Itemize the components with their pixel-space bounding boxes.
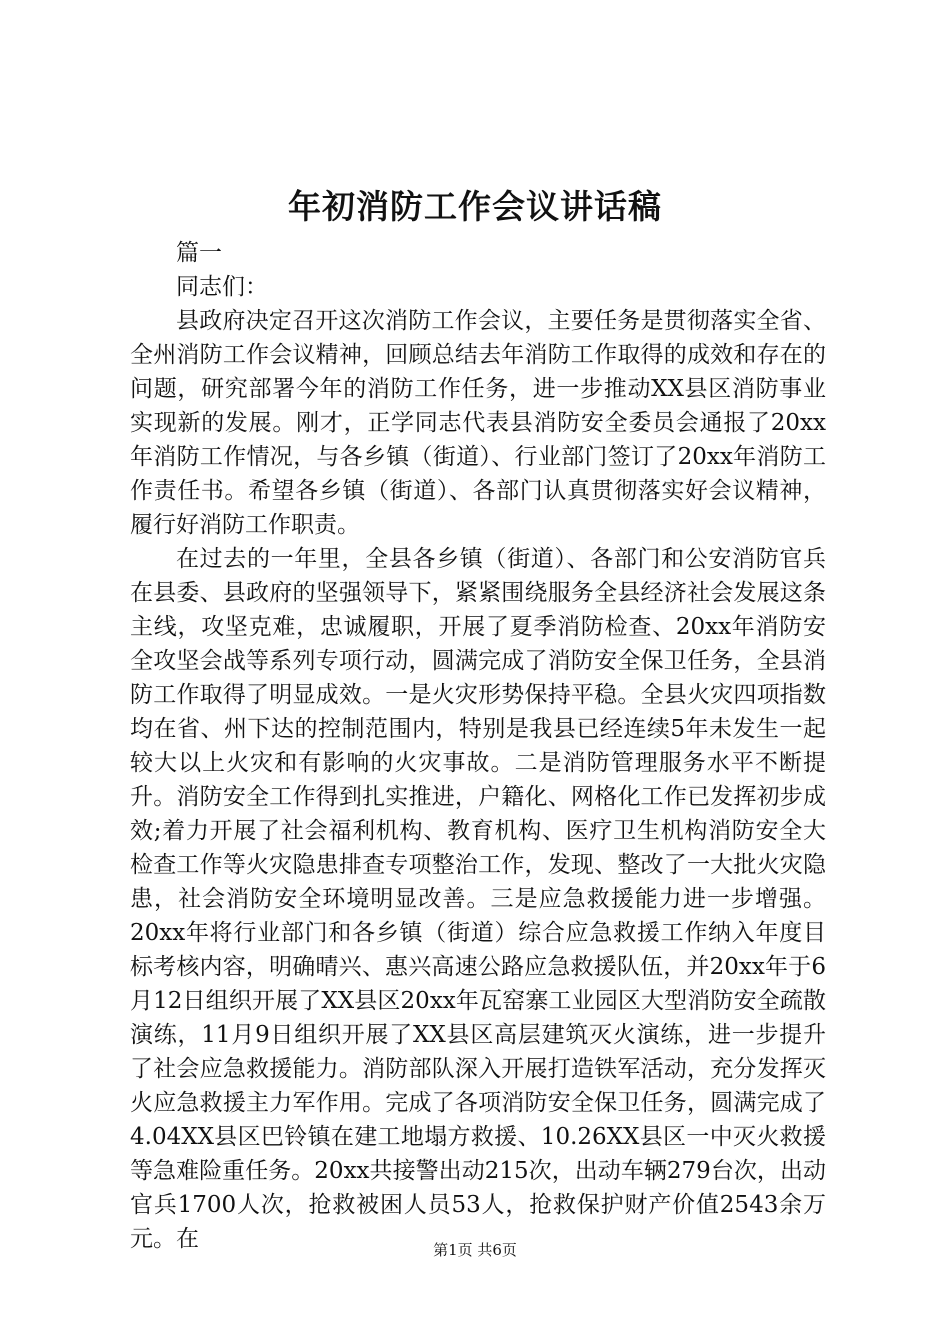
document-body [130,236,826,1256]
paragraph-1: 县政府决定召开这次消防工作会议，主要任务是贯彻落实全省、全州消防工作会议精神，回顾总结去年消防工作取得的成效和存在的问题，研究部署今年的消防工作任务，进一步推动XX县区消防事业实现新的发展。刚才，正学同志代表县消防安全委员会通报了20xx年消防工作情况，与各乡镇（街道）、行业部门签订了20xx年消防工作责任书。希望各乡镇（街道）、各部门认真贯彻落实好会议精神，履行好消防工作职责。 [130,308,826,538]
salutation: 同志们： [176,274,268,300]
page-footer: 第1页 共6页 [433,1241,517,1259]
section-label: 篇一 [176,240,222,266]
document-title: 年初消防工作会议讲话稿 [288,187,662,226]
paragraph-2: 在过去的一年里，全县各乡镇（街道）、各部门和公安消防官兵在县委、县政府的坚强领导下，紧紧围绕服务全县经济社会发展这条主线，攻坚克难，忠诚履职，开展了夏季消防检查、20xx年消防安全攻坚会战等系列专项行动，圆满完成了消防安全保卫任务，全县消防工作取得了明显成效。一是火灾形势保持平稳。全县火灾四项指数均在省、州下达的控制范围内，特别是我县已经连续5年未发生一起较大以上火灾和有影响的火灾事故。二是消防管理服务水平不断提升。消防安全工作得到扎实推进，户籍化、网格化工作已发挥初步成效;着力开展了社会福利机构、教育机构、医疗卫生机构消防安全大检查工作等火灾隐患排查专项整治工作，发现、整改了一大批火灾隐患，社会消防安全环境明显改善。三是应急救援能力进一步增强。20xx年将行业部门和各乡镇（街道）综合应急救援工作纳入年度目标考核内容，明确晴兴、惠兴高速公路应急救援队伍，并20xx年于6月12日组织开展了XX县区20xx年瓦窑寨工业园区大型消防安全疏散演练，11月9日组织开展了XX县区高层建筑灭火演练，进一步提升了社会应急救援能力。消防部队深入开展打造铁军活动，充分发挥灭火应急救援主力军作用。完成了各项消防安全保卫任务，圆满完成了4.04XX县区巴铃镇在建工地塌方救援、10.26XX县区一中灭火救援等急难险重任务。20xx共接警出动215次，出动车辆279台次，出动官兵1700人次，抢救被困人员53人，抢救保护财产价值2543余万元。在 [130,546,826,1252]
